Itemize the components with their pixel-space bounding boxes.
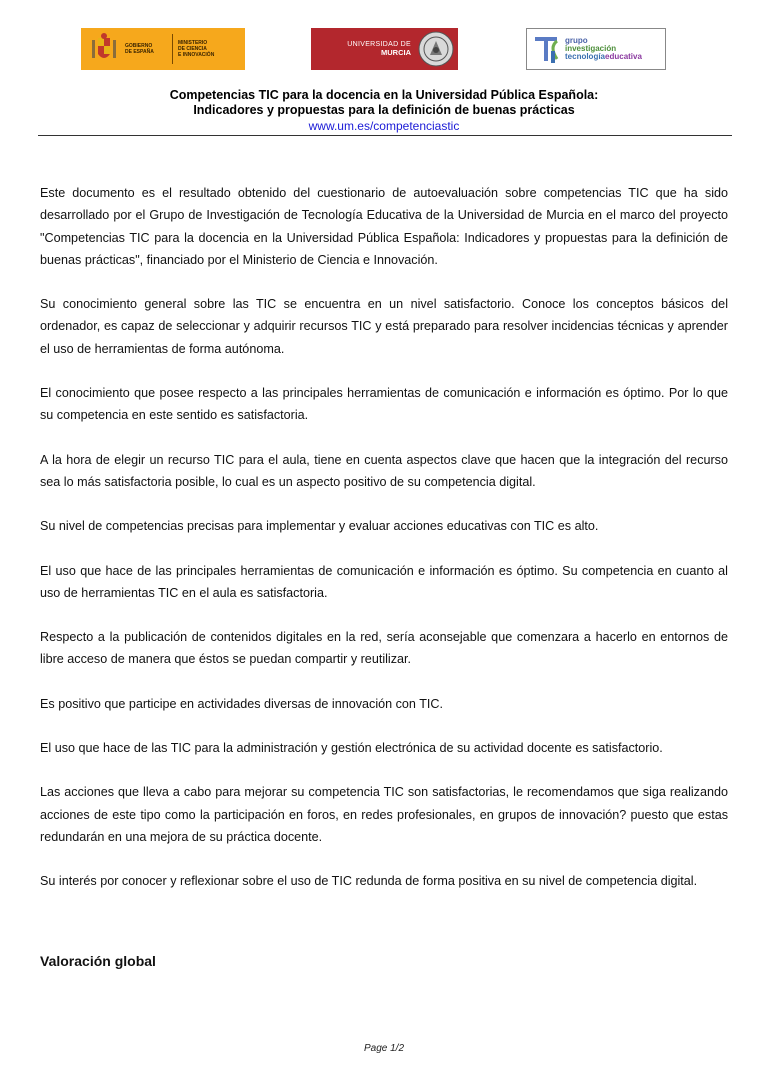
- competencias-link[interactable]: www.um.es/competenciastic: [308, 119, 460, 133]
- paragraph-classroom-use: El uso que hace de las principales herramientas de comunicación e información es óptimo. Su competencia en cuanto al uso de herramientas TIC en el aula es satisfactoria.: [40, 563, 728, 600]
- document-title-line-2: Indicadores y propuestas para la definición de buenas prácticas: [193, 103, 575, 117]
- paragraph-communication-tools: El conocimiento que posee respecto a las principales herramientas de comunicación e información es óptimo. Por lo que su competencia en este sentido es satisfactoria.: [40, 386, 728, 423]
- page-number: Page 1/2: [363, 1043, 405, 1054]
- valoracion-global-heading: Valoración global: [40, 953, 156, 969]
- ministerio-label: MINISTERIO DE CIENCIA E INNOVACIÓN: [178, 40, 215, 58]
- paragraph-interest: Su interés por conocer y reflexionar sobre el uso de TIC redunda de forma positiva en su nivel de competencia digital.: [40, 874, 698, 889]
- paragraph-resource-selection: A la hora de elegir un recurso TIC para el aula, tiene en cuenta aspectos clave que hacen que la integración del recurso sea lo más satisfactoria posible, lo cual es un aspecto positivo de su competencia digital.: [40, 452, 728, 489]
- paragraph-publication: Respecto a la publicación de contenidos digitales en la red, sería aconsejable que comenzara a hacerlo en entornos de libre acceso de manera que éstos se puedan compartir y reutilizar.: [40, 630, 728, 667]
- logo-divider: [172, 34, 173, 64]
- header-rule: [38, 135, 732, 136]
- paragraph-general-knowledge: Su conocimiento general sobre las TIC se encuentra en un nivel satisfactorio. Conoce los conceptos básicos del ordenador, es capaz de seleccionar y adquirir recursos TIC y está preparado para resolver incidencias técnicas y aprender el uso de herramientas de forma autónoma.: [40, 297, 728, 356]
- university-seal-icon: [417, 30, 455, 68]
- coat-of-arms-icon: [89, 32, 119, 66]
- gobierno-label: GOBIERNO DE ESPAÑA: [125, 43, 154, 55]
- tecnologia-word: tecnología: [565, 52, 606, 61]
- grupo-label: grupo investigación tecnologíaeducativa: [565, 36, 642, 61]
- report-body: [40, 182, 728, 915]
- universidad-murcia-logo: [311, 28, 458, 70]
- grupo-investigacion-logo: [526, 28, 666, 70]
- paragraph-innovation: Es positivo que participe en actividades diversas de innovación con TIC.: [40, 696, 443, 711]
- paragraph-administration: El uso que hace de las TIC para la administración y gestión electrónica de su actividad docente es satisfactorio.: [40, 741, 663, 756]
- document-title-line-1: Competencias TIC para la docencia en la Universidad Pública Española:: [169, 88, 599, 102]
- gobierno-ministerio-logo: [81, 28, 245, 70]
- educativa-word: educativa: [605, 52, 642, 61]
- paragraph-intro: Este documento es el resultado obtenido del cuestionario de autoevaluación sobre competencias TIC que ha sido desarrollado por el Grupo de Investigación de Tecnología Educativa de la Universidad de Murcia en el marco del proyecto "Competencias TIC para la docencia en la Universidad Pública Española: Indicadores y propuestas para la definición de buenas prácticas", financiado por el Ministerio de Ciencia e Innovación.: [40, 186, 728, 267]
- paragraph-implementation: Su nivel de competencias precisas para implementar y evaluar acciones educativas con TIC es alto.: [40, 519, 599, 534]
- paragraph-improvement: Las acciones que lleva a cabo para mejorar su competencia TIC son satisfactorias, le recomendamos que siga realizando acciones de este tipo como la participación en foros, en redes profesionales, en grupos de innovación? puesto que estas redundarán en una mejora de su práctica docente.: [40, 785, 728, 844]
- universidad-label: UNIVERSIDAD DE MURCIA: [347, 41, 411, 57]
